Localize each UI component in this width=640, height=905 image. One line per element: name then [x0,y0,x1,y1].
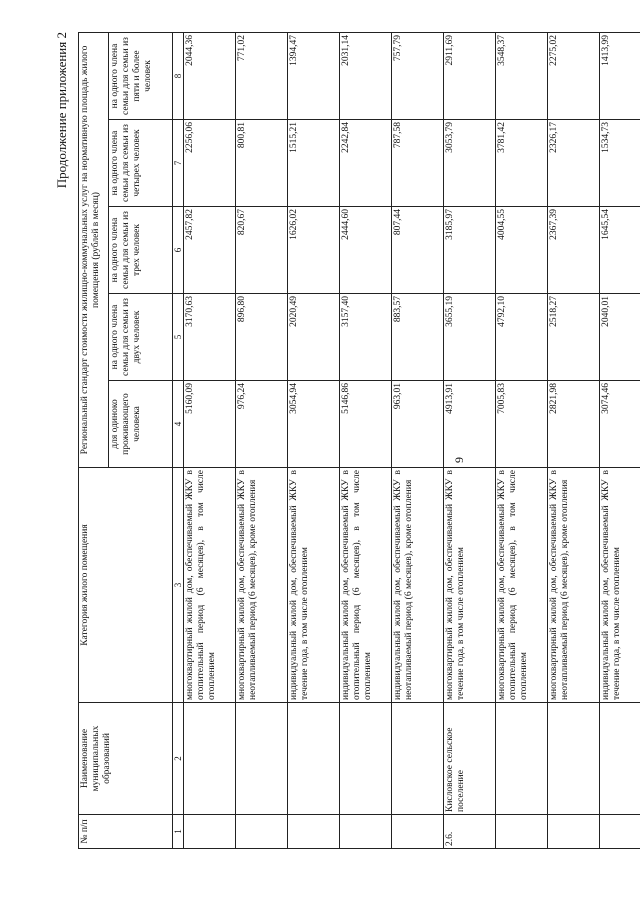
table-row [340,32,392,848]
row-value: 3655,19 [444,294,496,381]
col-index: 2 [173,703,184,815]
row-num [184,815,236,849]
col-index: 4 [173,381,184,468]
row-category: многоквартирный жилой дом, обеспечиваемый ЖКУ в отопительный период (6 месяцев), в том числе отоплением [496,468,548,703]
row-value: 4792,10 [496,294,548,381]
table-row [392,32,444,848]
row-value: 771,02 [236,32,288,119]
row-value: 2256,06 [184,120,236,207]
row-value: 2367,39 [548,207,600,294]
row-name: Кисловское сельское поселение [444,703,496,815]
row-value: 2044,36 [184,32,236,119]
row-value: 3157,40 [340,294,392,381]
row-name [340,703,392,815]
table-row [548,32,600,848]
row-value: 883,57 [392,294,444,381]
row-value: 4004,55 [496,207,548,294]
row-value: 2326,17 [548,120,600,207]
row-value: 4913,91 [444,381,496,468]
header-col5: на одного члена семьи для семьи из двух человек [109,294,173,381]
row-value: 2242,84 [340,120,392,207]
table-row [184,32,236,848]
row-value: 7005,83 [496,381,548,468]
col-index: 6 [173,207,184,294]
row-name [236,703,288,815]
row-value: 3074,46 [600,381,640,468]
row-value: 2821,98 [548,381,600,468]
row-value: 2444,60 [340,207,392,294]
row-num [340,815,392,849]
row-value: 2031,14 [340,32,392,119]
table-row [236,32,288,848]
row-category: индивидуальный жилой дом, обеспечиваемый ЖКУ в неотапливаемый период (6 месяцев), кроме отопления [392,468,444,703]
row-category: индивидуальный жилой дом, обеспечиваемый ЖКУ в отопительный период (6 месяцев), в том числе отоплением [340,468,392,703]
row-value: 963,01 [392,381,444,468]
column-index-row [173,32,184,848]
row-value: 2911,69 [444,32,496,119]
row-value: 1645,54 [600,207,640,294]
row-category: многоквартирный жилой дом, обеспечиваемый ЖКУ в неотапливаемый период (6 месяцев), кроме отопления [548,468,600,703]
row-num [392,815,444,849]
row-value: 976,24 [236,381,288,468]
table-row [288,32,340,848]
row-num [548,815,600,849]
row-value: 3781,42 [496,120,548,207]
row-num [236,815,288,849]
header-category: Категория жилого помещения [79,468,173,703]
row-category: многоквартирный жилой дом, обеспечиваемый ЖКУ в неотапливаемый период (6 месяцев), кроме отопления [236,468,288,703]
row-value: 800,81 [236,120,288,207]
row-value: 1626,02 [288,207,340,294]
row-value: 2020,49 [288,294,340,381]
row-value: 5146,86 [340,381,392,468]
row-category: индивидуальный жилой дом, обеспечиваемый ЖКУ в течение года, в том числе отоплением [288,468,340,703]
row-value: 3054,94 [288,381,340,468]
header-standard: Региональный стандарт стоимости жилищно-коммунальных услуг на нормативную площадь жилого помещения (рублей в месяц) [79,32,109,467]
row-value: 3053,79 [444,120,496,207]
header-col7: на одного члена семьи для семьи из четырех человек [109,120,173,207]
row-category: многоквартирный жилой дом, обеспечиваемый ЖКУ в отопительный период (6 месяцев), в том числе отоплением [184,468,236,703]
col-index: 7 [173,120,184,207]
row-value: 1413,99 [600,32,640,119]
row-value: 807,44 [392,207,444,294]
row-name [496,703,548,815]
row-value: 1515,21 [288,120,340,207]
row-value: 787,58 [392,120,444,207]
col-index: 1 [173,815,184,849]
header-name: Наименование муниципальных образований [79,703,173,815]
row-value: 2518,27 [548,294,600,381]
header-col4: для одиноко проживающего человека [109,381,173,468]
header-col8: на одного члена семьи для семьи из пяти и более человек [109,32,173,119]
continuation-note: Продолжение приложения 2 [54,32,69,189]
header-num: № п/п [79,815,173,849]
row-num: 2.6. [444,815,496,849]
table-row [600,32,640,848]
row-name [184,703,236,815]
row-value: 2040,01 [600,294,640,381]
row-value: 1394,47 [288,32,340,119]
row-name [392,703,444,815]
row-name [288,703,340,815]
row-value: 2457,82 [184,207,236,294]
header-col6: на одного члена семьи для семьи из трех человек [109,207,173,294]
col-index: 8 [173,32,184,119]
standards-table [78,32,640,849]
row-value: 3170,63 [184,294,236,381]
row-value: 820,67 [236,207,288,294]
row-num [288,815,340,849]
col-index: 5 [173,294,184,381]
row-value: 3185,97 [444,207,496,294]
row-name [548,703,600,815]
row-category: индивидуальный жилой дом, обеспечиваемый ЖКУ в течение года, в том числе отоплением [600,468,640,703]
row-value: 896,80 [236,294,288,381]
row-value: 5160,09 [184,381,236,468]
row-value: 757,79 [392,32,444,119]
page-number: 9 [452,457,466,463]
row-name [600,703,640,815]
row-category: многоквартирный жилой дом, обеспечиваемый ЖКУ в течение года, в том числе отоплением [444,468,496,703]
table-row [496,32,548,848]
row-num [600,815,640,849]
row-value: 3548,37 [496,32,548,119]
row-value: 1534,73 [600,120,640,207]
col-index: 3 [173,468,184,703]
row-value: 2275,02 [548,32,600,119]
table-row [444,32,496,848]
row-num [496,815,548,849]
